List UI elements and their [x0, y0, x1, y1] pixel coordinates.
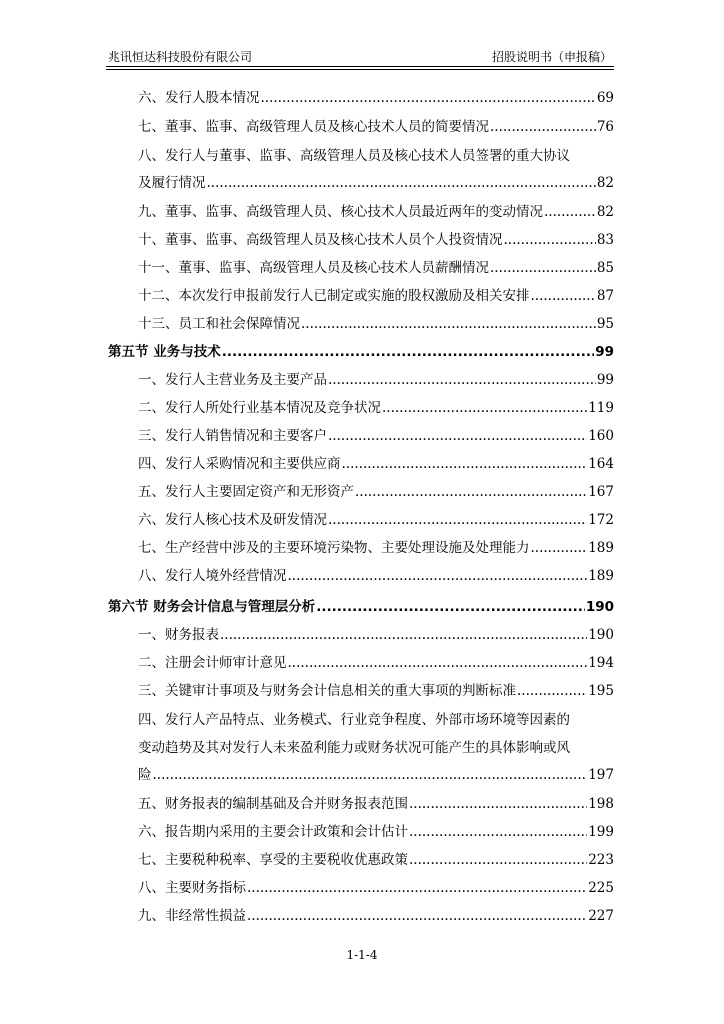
- toc-entry[interactable]: 六、报告期内采用的主要会计政策和会计估计 ..... 199: [138, 822, 614, 842]
- toc-section[interactable]: 第六节 财务会计信息与管理层分析 ..... 190: [108, 597, 614, 617]
- toc-entry[interactable]: 三、关键审计事项及与财务会计信息相关的重大事项的判断标准 ..... 195: [138, 681, 614, 701]
- toc-entry[interactable]: 二、发行人所处行业基本情况及竞争状况 ..... 119: [138, 398, 614, 418]
- toc-entry[interactable]: 九、非经常性损益 ..... 227: [138, 906, 614, 926]
- toc-entry[interactable]: 六、发行人核心技术及研发情况 ..... 172: [138, 510, 614, 530]
- toc-entry[interactable]: 六、发行人股本情况 ..... 69: [138, 88, 614, 108]
- toc-entry[interactable]: 及履行情况 ..... 82: [138, 173, 614, 193]
- toc-entry[interactable]: 十一、董事、监事、高级管理人员及核心技术人员薪酬情况 ..... 85: [138, 258, 614, 278]
- toc-entry[interactable]: 四、发行人采购情况和主要供应商 ..... 164: [138, 454, 614, 474]
- toc-entry-line2[interactable]: 变动趋势及其对发行人未来盈利能力或财务状况可能产生的具体影响或风: [138, 740, 570, 756]
- toc-entry[interactable]: 一、发行人主营业务及主要产品 ..... 99: [138, 370, 614, 390]
- page-number: 1-1-4: [346, 948, 378, 962]
- header-rule-double: [106, 69, 614, 70]
- page-header: [0, 0, 724, 80]
- toc-entry[interactable]: 五、财务报表的编制基础及合并财务报表范围 ..... 198: [138, 794, 614, 814]
- toc-entry[interactable]: 二、注册会计师审计意见 ..... 194: [138, 653, 614, 673]
- toc-entry[interactable]: 七、主要税种税率、享受的主要税收优惠政策 ..... 223: [138, 850, 614, 870]
- toc-entry[interactable]: 八、发行人境外经营情况 ..... 189: [138, 566, 614, 586]
- document-type: 招股说明书（申报稿）: [491, 50, 612, 64]
- toc-entry[interactable]: 八、主要财务指标 ..... 225: [138, 878, 614, 898]
- company-name: 兆讯恒达科技股份有限公司: [108, 50, 253, 64]
- toc-entry[interactable]: 十二、本次发行申报前发行人已制定或实施的股权激励及相关安排 ..... 87: [138, 286, 614, 306]
- toc-entry[interactable]: 一、财务报表 ..... 190: [138, 625, 614, 645]
- toc-entry[interactable]: 九、董事、监事、高级管理人员、核心技术人员最近两年的变动情况 ..... 82: [138, 202, 614, 222]
- toc-section[interactable]: 第五节 业务与技术 ..... 99: [108, 342, 614, 362]
- toc-entry[interactable]: 十三、员工和社会保障情况 ..... 95: [138, 314, 614, 334]
- toc-entry[interactable]: 五、发行人主要固定资产和无形资产 ..... 167: [138, 482, 614, 502]
- toc-entry[interactable]: 七、董事、监事、高级管理人员及核心技术人员的简要情况 ..... 76: [138, 117, 614, 137]
- toc-entry-line1[interactable]: 四、发行人产品特点、业务模式、行业竞争程度、外部市场环境等因素的: [138, 712, 570, 728]
- toc-entry[interactable]: 十、董事、监事、高级管理人员及核心技术人员个人投资情况 ..... 83: [138, 230, 614, 250]
- toc-entry-line1[interactable]: 八、发行人与董事、监事、高级管理人员及核心技术人员签署的重大协议: [138, 148, 570, 164]
- header-rule: [106, 66, 614, 67]
- toc-entry[interactable]: 七、生产经营中涉及的主要环境污染物、主要处理设施及处理能力 ..... 189: [138, 538, 614, 558]
- toc-entry[interactable]: 三、发行人销售情况和主要客户 ..... 160: [138, 426, 614, 446]
- toc-entry[interactable]: 险 ..... 197: [138, 765, 614, 785]
